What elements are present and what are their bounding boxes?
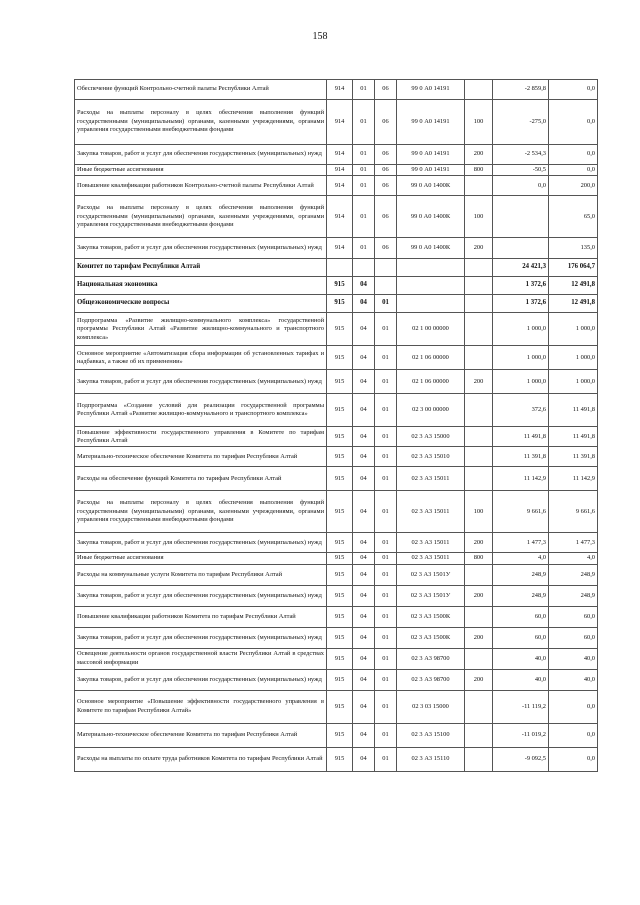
section-code: 01 <box>353 80 375 100</box>
table-row-section-total <box>75 277 598 295</box>
row-name: Обеспечение функций Контрольно-счетной палаты Республики Алтай <box>75 80 327 100</box>
amount-total: 176 064,7 <box>549 259 598 277</box>
subsection-code: 01 <box>375 606 397 627</box>
target-article-code: 02 1 06 00000 <box>397 370 465 394</box>
section-code <box>353 259 375 277</box>
subsection-code: 06 <box>375 80 397 100</box>
row-name: Расходы на обеспечение функций Комитета по тарифам Республики Алтай <box>75 467 327 491</box>
ministry-code: 915 <box>327 277 353 295</box>
amount-change: 40,0 <box>493 669 549 690</box>
amount-total: 1 477,3 <box>549 533 598 553</box>
amount-change: 1 372,6 <box>493 277 549 295</box>
amount-change: 1 477,3 <box>493 533 549 553</box>
ministry-code: 915 <box>327 606 353 627</box>
amount-change: 24 421,3 <box>493 259 549 277</box>
row-name: Комитет по тарифам Республики Алтай <box>75 259 327 277</box>
expense-type-code <box>465 564 493 585</box>
amount-total: 11 391,8 <box>549 447 598 467</box>
ministry-code: 914 <box>327 165 353 176</box>
subsection-code: 01 <box>375 313 397 346</box>
ministry-code: 915 <box>327 447 353 467</box>
amount-total: 0,0 <box>549 80 598 100</box>
table-row <box>75 145 598 165</box>
row-name: Закупка товаров, работ и услуг для обеспечения государственных (муниципальных) нужд <box>75 238 327 259</box>
section-code: 04 <box>353 723 375 747</box>
amount-change: -11 019,2 <box>493 723 549 747</box>
row-name: Повышение эффективности государственного управления в Комитете по тарифам Республики Алтай <box>75 427 327 447</box>
amount-total: 248,9 <box>549 564 598 585</box>
amount-total: 0,0 <box>549 690 598 723</box>
ministry-code: 915 <box>327 669 353 690</box>
expense-type-code: 100 <box>465 100 493 145</box>
section-code: 01 <box>353 145 375 165</box>
amount-change: -50,5 <box>493 165 549 176</box>
row-name: Расходы на выплаты по оплате труда работников Комитета по тарифам Республики Алтай <box>75 747 327 771</box>
target-article-code <box>397 277 465 295</box>
section-code: 04 <box>353 553 375 564</box>
row-name: Материально-техническое обеспечение Комитета по тарифам Республики Алтай <box>75 723 327 747</box>
row-name: Расходы на выплаты персоналу в целях обеспечения выполнения функций государственными (муниципальными) органами, казенными учреждениями, органами управления государственными внебюджетными фондами <box>75 100 327 145</box>
ministry-code: 915 <box>327 690 353 723</box>
table-row <box>75 606 598 627</box>
ministry-code: 915 <box>327 370 353 394</box>
table-row <box>75 564 598 585</box>
row-name: Расходы на выплаты персоналу в целях обеспечения выполнения функций государственными (муниципальными) органами, казенными учреждениями, органами управления государственными внебюджетными фондами <box>75 196 327 238</box>
budget-table <box>74 79 598 772</box>
amount-change: -2 859,8 <box>493 80 549 100</box>
table-row <box>75 427 598 447</box>
table-row <box>75 585 598 606</box>
target-article-code: 02 3 А3 15011 <box>397 553 465 564</box>
expense-type-code <box>465 467 493 491</box>
target-article-code: 99 0 А0 14191 <box>397 80 465 100</box>
amount-change: 4,0 <box>493 553 549 564</box>
expense-type-code <box>465 394 493 427</box>
ministry-code: 915 <box>327 585 353 606</box>
amount-change: 60,0 <box>493 627 549 648</box>
section-code: 04 <box>353 690 375 723</box>
subsection-code <box>375 277 397 295</box>
amount-change <box>493 238 549 259</box>
subsection-code: 01 <box>375 427 397 447</box>
amount-total: 0,0 <box>549 100 598 145</box>
subsection-code: 06 <box>375 145 397 165</box>
ministry-code: 914 <box>327 196 353 238</box>
ministry-code: 914 <box>327 145 353 165</box>
expense-type-code <box>465 277 493 295</box>
target-article-code: 02 3 00 00000 <box>397 394 465 427</box>
row-name: Основное мероприятие «Автоматизация сбора информации об установленных тарифах и надбавках, а также об их применении» <box>75 346 327 370</box>
amount-total: 200,0 <box>549 176 598 196</box>
row-name: Основное мероприятие «Повышение эффективности государственного управления в Комитете по тарифам Республики Алтай» <box>75 690 327 723</box>
expense-type-code <box>465 606 493 627</box>
target-article-code <box>397 259 465 277</box>
subsection-code: 01 <box>375 346 397 370</box>
amount-total: 1 000,0 <box>549 313 598 346</box>
section-code: 04 <box>353 346 375 370</box>
section-code: 04 <box>353 313 375 346</box>
section-code: 04 <box>353 648 375 669</box>
amount-change: -275,0 <box>493 100 549 145</box>
target-article-code: 99 0 А0 14191 <box>397 165 465 176</box>
row-name: Общеэкономические вопросы <box>75 295 327 313</box>
section-code: 04 <box>353 606 375 627</box>
target-article-code: 02 3 А3 15110 <box>397 747 465 771</box>
amount-total: 0,0 <box>549 165 598 176</box>
ministry-code: 915 <box>327 533 353 553</box>
table-row <box>75 100 598 145</box>
expense-type-code <box>465 295 493 313</box>
section-code: 04 <box>353 627 375 648</box>
expense-type-code <box>465 176 493 196</box>
amount-change: 1 372,6 <box>493 295 549 313</box>
amount-total: 60,0 <box>549 627 598 648</box>
amount-total: 0,0 <box>549 747 598 771</box>
subsection-code: 01 <box>375 723 397 747</box>
target-article-code: 02 3 А3 15100 <box>397 723 465 747</box>
ministry-code: 914 <box>327 100 353 145</box>
row-name: Закупка товаров, работ и услуг для обеспечения государственных (муниципальных) нужд <box>75 533 327 553</box>
subsection-code: 01 <box>375 295 397 313</box>
subsection-code: 01 <box>375 394 397 427</box>
row-name: Повышение квалификации работников Комитета по тарифам Республики Алтай <box>75 606 327 627</box>
table-row <box>75 723 598 747</box>
section-code: 01 <box>353 196 375 238</box>
section-code: 04 <box>353 533 375 553</box>
section-code: 01 <box>353 165 375 176</box>
target-article-code: 99 0 А0 14191 <box>397 145 465 165</box>
section-code: 04 <box>353 370 375 394</box>
expense-type-code <box>465 747 493 771</box>
subsection-code: 06 <box>375 196 397 238</box>
ministry-code: 914 <box>327 80 353 100</box>
amount-total: 248,9 <box>549 585 598 606</box>
table-row <box>75 669 598 690</box>
target-article-code: 02 3 А3 15011 <box>397 467 465 491</box>
amount-total: 60,0 <box>549 606 598 627</box>
row-name: Иные бюджетные ассигнования <box>75 165 327 176</box>
target-article-code: 02 1 00 00000 <box>397 313 465 346</box>
table-row <box>75 648 598 669</box>
row-name: Освещение деятельности органов государственной власти Республики Алтай в средствах массовой информации <box>75 648 327 669</box>
ministry-code: 915 <box>327 723 353 747</box>
amount-change: 248,9 <box>493 564 549 585</box>
subsection-code: 01 <box>375 690 397 723</box>
target-article-code: 99 0 А0 14191 <box>397 100 465 145</box>
amount-total: 0,0 <box>549 145 598 165</box>
section-code: 04 <box>353 491 375 533</box>
target-article-code: 02 3 А3 1501У <box>397 564 465 585</box>
table-row <box>75 553 598 564</box>
amount-change: 1 000,0 <box>493 370 549 394</box>
row-name: Повышение квалификации работников Контрольно-счетной палаты Республики Алтай <box>75 176 327 196</box>
subsection-code: 01 <box>375 747 397 771</box>
ministry-code: 915 <box>327 313 353 346</box>
row-name: Закупка товаров, работ и услуг для обеспечения государственных (муниципальных) нужд <box>75 585 327 606</box>
ministry-code: 915 <box>327 491 353 533</box>
table-row <box>75 747 598 771</box>
table-row <box>75 467 598 491</box>
section-code: 04 <box>353 747 375 771</box>
row-name: Закупка товаров, работ и услуг для обеспечения государственных (муниципальных) нужд <box>75 627 327 648</box>
expense-type-code <box>465 80 493 100</box>
amount-change: -11 119,2 <box>493 690 549 723</box>
ministry-code: 914 <box>327 176 353 196</box>
target-article-code: 02 3 А3 15011 <box>397 533 465 553</box>
amount-change: 1 000,0 <box>493 313 549 346</box>
amount-change: 11 391,8 <box>493 447 549 467</box>
ministry-code: 915 <box>327 295 353 313</box>
row-name: Закупка товаров, работ и услуг для обеспечения государственных (муниципальных) нужд <box>75 370 327 394</box>
row-name: Материально-техническое обеспечение Комитета по тарифам Республики Алтай <box>75 447 327 467</box>
section-code: 01 <box>353 100 375 145</box>
section-code: 04 <box>353 295 375 313</box>
expense-type-code: 800 <box>465 165 493 176</box>
subsection-code: 01 <box>375 627 397 648</box>
amount-change: 248,9 <box>493 585 549 606</box>
target-article-code <box>397 295 465 313</box>
subsection-code: 01 <box>375 491 397 533</box>
amount-change: 1 000,0 <box>493 346 549 370</box>
subsection-code: 01 <box>375 585 397 606</box>
target-article-code: 02 3 А3 15011 <box>397 491 465 533</box>
amount-change: -9 092,5 <box>493 747 549 771</box>
amount-total: 12 491,8 <box>549 277 598 295</box>
table-row <box>75 690 598 723</box>
expense-type-code <box>465 447 493 467</box>
expense-type-code: 100 <box>465 196 493 238</box>
amount-total: 12 491,8 <box>549 295 598 313</box>
subsection-code: 06 <box>375 165 397 176</box>
table-row <box>75 313 598 346</box>
section-code: 04 <box>353 394 375 427</box>
amount-change: 40,0 <box>493 648 549 669</box>
row-name: Закупка товаров, работ и услуг для обеспечения государственных (муниципальных) нужд <box>75 669 327 690</box>
table-row <box>75 165 598 176</box>
row-name: Расходы на выплаты персоналу в целях обеспечения выполнения функций государственными (муниципальными) органами, казенными учреждениями, органами управления государственными внебюджетными фондами <box>75 491 327 533</box>
ministry-code: 915 <box>327 564 353 585</box>
row-name: Подпрограмма «Развитие жилищно-коммунального комплекса» государственной программы Республики Алтай «Развитие жилищно-коммунального и транспортного комплекса» <box>75 313 327 346</box>
amount-change: -2 534,3 <box>493 145 549 165</box>
table-row <box>75 346 598 370</box>
section-code: 01 <box>353 176 375 196</box>
table-row <box>75 80 598 100</box>
target-article-code: 02 3 А3 1501У <box>397 585 465 606</box>
amount-change <box>493 196 549 238</box>
row-name: Закупка товаров, работ и услуг для обеспечения государственных (муниципальных) нужд <box>75 145 327 165</box>
subsection-code: 01 <box>375 467 397 491</box>
row-name: Иные бюджетные ассигнования <box>75 553 327 564</box>
table-row <box>75 447 598 467</box>
row-name: Национальная экономика <box>75 277 327 295</box>
amount-change: 11 491,8 <box>493 427 549 447</box>
expense-type-code <box>465 427 493 447</box>
expense-type-code: 100 <box>465 491 493 533</box>
subsection-code: 01 <box>375 370 397 394</box>
subsection-code: 01 <box>375 533 397 553</box>
section-code: 01 <box>353 238 375 259</box>
section-code: 04 <box>353 277 375 295</box>
target-article-code: 02 3 А3 98700 <box>397 669 465 690</box>
target-article-code: 99 0 А0 1400К <box>397 238 465 259</box>
expense-type-code <box>465 648 493 669</box>
amount-total: 1 000,0 <box>549 370 598 394</box>
table-row-section-total <box>75 295 598 313</box>
amount-total: 9 661,6 <box>549 491 598 533</box>
subsection-code: 01 <box>375 447 397 467</box>
table-row <box>75 394 598 427</box>
section-code: 04 <box>353 564 375 585</box>
ministry-code: 915 <box>327 648 353 669</box>
expense-type-code: 200 <box>465 585 493 606</box>
table-row <box>75 491 598 533</box>
row-name: Расходы на коммунальные услуги Комитета по тарифам Республики Алтай <box>75 564 327 585</box>
section-code: 04 <box>353 427 375 447</box>
amount-total: 40,0 <box>549 669 598 690</box>
subsection-code <box>375 259 397 277</box>
subsection-code: 01 <box>375 648 397 669</box>
table-row <box>75 370 598 394</box>
expense-type-code: 200 <box>465 145 493 165</box>
amount-change: 372,6 <box>493 394 549 427</box>
target-article-code: 02 3 А3 15010 <box>397 447 465 467</box>
ministry-code: 915 <box>327 427 353 447</box>
amount-total: 11 491,8 <box>549 427 598 447</box>
target-article-code: 02 1 06 00000 <box>397 346 465 370</box>
amount-total: 11 142,9 <box>549 467 598 491</box>
amount-total: 1 000,0 <box>549 346 598 370</box>
expense-type-code: 200 <box>465 627 493 648</box>
target-article-code: 02 3 А3 1500К <box>397 606 465 627</box>
subsection-code: 01 <box>375 669 397 690</box>
expense-type-code <box>465 313 493 346</box>
section-code: 04 <box>353 585 375 606</box>
ministry-code: 915 <box>327 394 353 427</box>
amount-change: 11 142,9 <box>493 467 549 491</box>
subsection-code: 06 <box>375 238 397 259</box>
table-row <box>75 196 598 238</box>
ministry-code: 915 <box>327 747 353 771</box>
target-article-code: 02 3 03 15000 <box>397 690 465 723</box>
ministry-code: 915 <box>327 467 353 491</box>
subsection-code: 01 <box>375 564 397 585</box>
table-row <box>75 238 598 259</box>
target-article-code: 02 3 А3 98700 <box>397 648 465 669</box>
ministry-code: 914 <box>327 238 353 259</box>
amount-change: 0,0 <box>493 176 549 196</box>
expense-type-code <box>465 723 493 747</box>
ministry-code: 915 <box>327 627 353 648</box>
subsection-code: 06 <box>375 100 397 145</box>
table-row-section-total <box>75 259 598 277</box>
subsection-code: 01 <box>375 553 397 564</box>
expense-type-code <box>465 690 493 723</box>
ministry-code <box>327 259 353 277</box>
expense-type-code: 200 <box>465 238 493 259</box>
section-code: 04 <box>353 669 375 690</box>
budget-table-body <box>75 80 598 772</box>
amount-total: 135,0 <box>549 238 598 259</box>
subsection-code: 06 <box>375 176 397 196</box>
amount-total: 40,0 <box>549 648 598 669</box>
amount-change: 9 661,6 <box>493 491 549 533</box>
row-name: Подпрограмма «Создание условий для реализации государственной программы Республики Алтай «Развитие жилищно-коммунального и транспортного комплекса» <box>75 394 327 427</box>
target-article-code: 99 0 А0 1400К <box>397 196 465 238</box>
amount-total: 65,0 <box>549 196 598 238</box>
ministry-code: 915 <box>327 553 353 564</box>
amount-change: 60,0 <box>493 606 549 627</box>
section-code: 04 <box>353 447 375 467</box>
amount-total: 11 491,8 <box>549 394 598 427</box>
amount-total: 0,0 <box>549 723 598 747</box>
amount-total: 4,0 <box>549 553 598 564</box>
expense-type-code <box>465 259 493 277</box>
expense-type-code <box>465 346 493 370</box>
expense-type-code: 200 <box>465 669 493 690</box>
expense-type-code: 800 <box>465 553 493 564</box>
table-row <box>75 533 598 553</box>
section-code: 04 <box>353 467 375 491</box>
expense-type-code: 200 <box>465 370 493 394</box>
target-article-code: 02 3 А3 1500К <box>397 627 465 648</box>
table-row <box>75 627 598 648</box>
ministry-code: 915 <box>327 346 353 370</box>
table-row <box>75 176 598 196</box>
target-article-code: 99 0 А0 1400К <box>397 176 465 196</box>
expense-type-code: 200 <box>465 533 493 553</box>
page-number: 158 <box>312 31 328 42</box>
target-article-code: 02 3 А3 15000 <box>397 427 465 447</box>
